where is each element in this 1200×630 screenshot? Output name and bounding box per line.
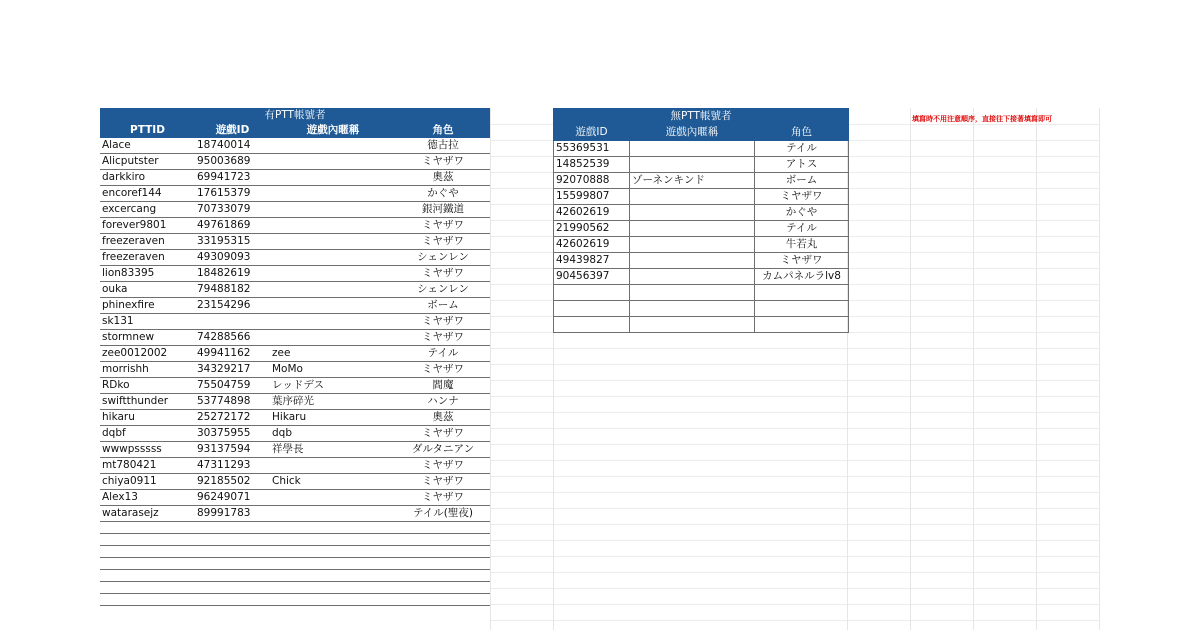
cell-character[interactable]: アトス	[755, 157, 849, 173]
cell-game-id[interactable]: 55369531	[554, 141, 630, 157]
cell-game-id[interactable]: 30375955	[195, 426, 270, 442]
cell-character[interactable]: ミヤザワ	[396, 218, 490, 234]
cell-character[interactable]: テイル	[396, 346, 490, 362]
cell-pttid[interactable]: lion83395	[100, 266, 195, 282]
grid-row-line	[490, 492, 1100, 493]
empty-cell[interactable]	[100, 522, 195, 534]
empty-cell[interactable]	[195, 582, 270, 594]
cell-nickname[interactable]	[630, 141, 755, 157]
empty-cell[interactable]	[396, 546, 490, 558]
cell-game-id[interactable]: 23154296	[195, 298, 270, 314]
grid-column-line	[910, 108, 911, 630]
table-row	[100, 186, 490, 202]
empty-cell[interactable]	[270, 534, 396, 546]
cell-nickname[interactable]: 祥學長	[270, 442, 396, 458]
grid-column-line	[973, 108, 974, 630]
empty-cell[interactable]	[396, 582, 490, 594]
cell-game-id[interactable]	[554, 317, 630, 333]
table-row	[100, 442, 490, 458]
cell-pttid[interactable]: darkkiro	[100, 170, 195, 186]
cell-character[interactable]: 牛若丸	[755, 237, 849, 253]
table-row	[100, 378, 490, 394]
table-row	[100, 474, 490, 490]
cell-pttid[interactable]: mt780421	[100, 458, 195, 474]
cell-pttid[interactable]: hikaru	[100, 410, 195, 426]
grid-row-line	[490, 508, 1100, 509]
grid-row-line	[490, 604, 1100, 605]
table-row	[100, 426, 490, 442]
cell-nickname[interactable]: zee	[270, 346, 396, 362]
cell-character[interactable]: かぐや	[396, 186, 490, 202]
cell-pttid[interactable]: Alicputster	[100, 154, 195, 170]
cell-nickname[interactable]: Chick	[270, 474, 396, 490]
ptt-account-table	[100, 108, 490, 606]
cell-nickname[interactable]: Hikaru	[270, 410, 396, 426]
table-row	[100, 218, 490, 234]
cell-nickname[interactable]	[630, 269, 755, 285]
cell-character[interactable]	[755, 301, 849, 317]
cell-game-id[interactable]	[554, 285, 630, 301]
table-row	[100, 202, 490, 218]
header-character[interactable]: 角色	[396, 123, 490, 138]
empty-cell[interactable]	[100, 534, 195, 546]
empty-row	[100, 522, 490, 534]
cell-game-id[interactable]: 89991783	[195, 506, 270, 522]
grid-row-line	[490, 444, 1100, 445]
empty-cell[interactable]	[195, 522, 270, 534]
grid-row-line	[490, 460, 1100, 461]
cell-game-id[interactable]: 90456397	[554, 269, 630, 285]
cell-game-id[interactable]: 93137594	[195, 442, 270, 458]
non-ptt-account-table	[553, 108, 849, 333]
cell-character[interactable]: ミヤザワ	[396, 474, 490, 490]
table-row	[100, 282, 490, 298]
instruction-note: 填寫時不用注意順序，直接往下接著填寫即可	[912, 115, 1052, 123]
empty-row	[100, 570, 490, 582]
cell-nickname[interactable]: レッドデス	[270, 378, 396, 394]
cell-nickname[interactable]: ゾーネンキンド	[630, 173, 755, 189]
cell-character[interactable]: 銀河鐵道	[396, 202, 490, 218]
table-row	[100, 394, 490, 410]
cell-pttid[interactable]: Alex13	[100, 490, 195, 506]
cell-nickname[interactable]	[270, 202, 396, 218]
cell-pttid[interactable]: dqbf	[100, 426, 195, 442]
cell-game-id[interactable]: 53774898	[195, 394, 270, 410]
header-game-id[interactable]: 遊戲ID	[554, 125, 630, 141]
cell-pttid[interactable]: sk131	[100, 314, 195, 330]
cell-character[interactable]: ミヤザワ	[396, 426, 490, 442]
cell-character[interactable]: ミヤザワ	[396, 266, 490, 282]
empty-cell[interactable]	[270, 582, 396, 594]
table-row	[100, 314, 490, 330]
cell-character[interactable]: ミヤザワ	[396, 458, 490, 474]
cell-pttid[interactable]: swiftthunder	[100, 394, 195, 410]
empty-row	[100, 558, 490, 570]
cell-game-id[interactable]: 18740014	[195, 138, 270, 154]
cell-character[interactable]: ミヤザワ	[396, 314, 490, 330]
cell-game-id[interactable]: 70733079	[195, 202, 270, 218]
cell-pttid[interactable]: chiya0911	[100, 474, 195, 490]
grid-row-line	[490, 556, 1100, 557]
cell-game-id[interactable]: 34329217	[195, 362, 270, 378]
table-row	[554, 237, 849, 253]
cell-pttid[interactable]: ouka	[100, 282, 195, 298]
empty-cell[interactable]	[100, 594, 195, 606]
cell-game-id[interactable]: 95003689	[195, 154, 270, 170]
cell-game-id[interactable]: 75504759	[195, 378, 270, 394]
table-row	[100, 154, 490, 170]
cell-nickname[interactable]	[270, 218, 396, 234]
cell-game-id[interactable]: 14852539	[554, 157, 630, 173]
table-row	[100, 346, 490, 362]
table-row	[100, 266, 490, 282]
cell-game-id[interactable]: 42602619	[554, 205, 630, 221]
cell-character[interactable]: シェンレン	[396, 282, 490, 298]
cell-nickname[interactable]	[270, 314, 396, 330]
table-row	[554, 205, 849, 221]
empty-row	[100, 594, 490, 606]
table-row	[100, 410, 490, 426]
table-row	[100, 298, 490, 314]
table-row	[100, 490, 490, 506]
grid-row-line	[490, 380, 1100, 381]
empty-cell[interactable]	[396, 558, 490, 570]
cell-character[interactable]: テイル(聖夜)	[396, 506, 490, 522]
cell-character[interactable]: テイル	[755, 141, 849, 157]
cell-character[interactable]: ハンナ	[396, 394, 490, 410]
table-row	[100, 138, 490, 154]
cell-pttid[interactable]: morrishh	[100, 362, 195, 378]
cell-nickname[interactable]	[630, 205, 755, 221]
table-row	[100, 330, 490, 346]
cell-game-id[interactable]: 49761869	[195, 218, 270, 234]
cell-character[interactable]: ミヤザワ	[396, 234, 490, 250]
cell-pttid[interactable]: forever9801	[100, 218, 195, 234]
table-row	[100, 506, 490, 522]
empty-cell[interactable]	[270, 594, 396, 606]
cell-nickname[interactable]	[270, 250, 396, 266]
grid-row-line	[490, 572, 1100, 573]
cell-nickname[interactable]	[630, 189, 755, 205]
table-row	[554, 141, 849, 157]
cell-character[interactable]: 奧茲	[396, 170, 490, 186]
empty-cell[interactable]	[100, 546, 195, 558]
cell-character[interactable]: カムパネルラlv8	[755, 269, 849, 285]
cell-pttid[interactable]: zee0012002	[100, 346, 195, 362]
empty-row	[100, 546, 490, 558]
grid-row-line	[490, 396, 1100, 397]
cell-character[interactable]: ミヤザワ	[396, 362, 490, 378]
ptt-table-body	[100, 138, 490, 606]
cell-nickname[interactable]: MoMo	[270, 362, 396, 378]
empty-cell[interactable]	[195, 546, 270, 558]
empty-cell[interactable]	[100, 582, 195, 594]
cell-character[interactable]: ミヤザワ	[755, 189, 849, 205]
cell-pttid[interactable]: phinexfire	[100, 298, 195, 314]
cell-nickname[interactable]	[270, 266, 396, 282]
empty-cell[interactable]	[396, 570, 490, 582]
cell-character[interactable]: ミヤザワ	[396, 330, 490, 346]
cell-nickname[interactable]	[630, 285, 755, 301]
empty-cell[interactable]	[195, 534, 270, 546]
cell-game-id[interactable]	[195, 314, 270, 330]
cell-nickname[interactable]	[270, 186, 396, 202]
cell-character[interactable]: ボーム	[755, 173, 849, 189]
grid-column-line	[490, 108, 491, 630]
grid-row-line	[490, 620, 1100, 621]
cell-game-id[interactable]: 17615379	[195, 186, 270, 202]
table-row	[554, 189, 849, 205]
cell-character[interactable]: ボーム	[396, 298, 490, 314]
cell-game-id[interactable]: 33195315	[195, 234, 270, 250]
cell-game-id[interactable]: 79488182	[195, 282, 270, 298]
cell-nickname[interactable]	[630, 301, 755, 317]
cell-nickname[interactable]	[270, 298, 396, 314]
cell-nickname[interactable]	[630, 221, 755, 237]
cell-nickname[interactable]	[270, 330, 396, 346]
grid-row-line	[490, 348, 1100, 349]
cell-character[interactable]: テイル	[755, 221, 849, 237]
grid-column-line	[1036, 108, 1037, 630]
cell-character[interactable]: 閻魔	[396, 378, 490, 394]
cell-game-id[interactable]: 49941162	[195, 346, 270, 362]
empty-row	[100, 582, 490, 594]
cell-game-id[interactable]: 74288566	[195, 330, 270, 346]
grid-row-line	[490, 476, 1100, 477]
cell-game-id[interactable]: 18482619	[195, 266, 270, 282]
table-row	[100, 458, 490, 474]
cell-character[interactable]: ミヤザワ	[396, 154, 490, 170]
cell-character[interactable]: ミヤザワ	[396, 490, 490, 506]
cell-game-id[interactable]: 92185502	[195, 474, 270, 490]
cell-game-id[interactable]: 47311293	[195, 458, 270, 474]
grid-row-line	[490, 364, 1100, 365]
cell-pttid[interactable]: freezeraven	[100, 234, 195, 250]
empty-cell[interactable]	[195, 594, 270, 606]
empty-cell[interactable]	[270, 558, 396, 570]
grid-row-line	[490, 428, 1100, 429]
cell-character[interactable]: 德古拉	[396, 138, 490, 154]
cell-nickname[interactable]	[270, 506, 396, 522]
cell-nickname[interactable]	[270, 138, 396, 154]
cell-pttid[interactable]: freezeraven	[100, 250, 195, 266]
cell-pttid[interactable]: excercang	[100, 202, 195, 218]
empty-row	[100, 534, 490, 546]
cell-nickname[interactable]	[630, 317, 755, 333]
header-nickname[interactable]: 遊戲內暱稱	[630, 125, 755, 141]
cell-pttid[interactable]: watarasejz	[100, 506, 195, 522]
empty-cell[interactable]	[195, 570, 270, 582]
grid-row-line	[490, 524, 1100, 525]
cell-pttid[interactable]: stormnew	[100, 330, 195, 346]
table-row	[554, 221, 849, 237]
cell-pttid[interactable]: encoref144	[100, 186, 195, 202]
table-row	[554, 253, 849, 269]
table-row	[100, 362, 490, 378]
table-row	[554, 301, 849, 317]
cell-character[interactable]	[755, 285, 849, 301]
cell-game-id[interactable]: 49439827	[554, 253, 630, 269]
empty-cell[interactable]	[100, 558, 195, 570]
cell-nickname[interactable]	[270, 282, 396, 298]
cell-nickname[interactable]	[630, 237, 755, 253]
table-row	[554, 173, 849, 189]
cell-game-id[interactable]: 15599807	[554, 189, 630, 205]
cell-nickname[interactable]	[270, 458, 396, 474]
table-row	[554, 317, 849, 333]
grid-row-line	[490, 588, 1100, 589]
cell-game-id[interactable]: 49309093	[195, 250, 270, 266]
empty-cell[interactable]	[270, 570, 396, 582]
ptt-table-title: 有PTT帳號者	[100, 108, 490, 123]
cell-nickname[interactable]	[270, 170, 396, 186]
cell-pttid[interactable]: Alace	[100, 138, 195, 154]
table-row	[554, 285, 849, 301]
header-game-id[interactable]: 遊戲ID	[195, 123, 270, 138]
cell-game-id[interactable]: 92070888	[554, 173, 630, 189]
empty-cell[interactable]	[270, 522, 396, 534]
cell-nickname[interactable]	[270, 234, 396, 250]
cell-nickname[interactable]	[630, 157, 755, 173]
cell-pttid[interactable]: RDko	[100, 378, 195, 394]
table-row	[100, 250, 490, 266]
cell-game-id[interactable]: 42602619	[554, 237, 630, 253]
cell-game-id[interactable]: 25272172	[195, 410, 270, 426]
cell-character[interactable]: ミヤザワ	[755, 253, 849, 269]
cell-nickname[interactable]	[630, 253, 755, 269]
grid-column-line	[1099, 108, 1100, 630]
cell-character[interactable]: かぐや	[755, 205, 849, 221]
non-ptt-table-title: 無PTT帳號者	[554, 109, 849, 125]
empty-cell[interactable]	[100, 570, 195, 582]
grid-row-line	[490, 540, 1100, 541]
cell-game-id[interactable]: 69941723	[195, 170, 270, 186]
cell-nickname[interactable]: dqb	[270, 426, 396, 442]
cell-nickname[interactable]: 葉序碎光	[270, 394, 396, 410]
table-row	[100, 170, 490, 186]
table-row	[100, 234, 490, 250]
cell-character[interactable]: ダルタニアン	[396, 442, 490, 458]
empty-cell[interactable]	[396, 594, 490, 606]
cell-pttid[interactable]: wwwpsssss	[100, 442, 195, 458]
grid-row-line	[490, 412, 1100, 413]
empty-cell[interactable]	[270, 546, 396, 558]
table-row	[554, 157, 849, 173]
cell-character[interactable]	[755, 317, 849, 333]
cell-character[interactable]: シェンレン	[396, 250, 490, 266]
header-pttid[interactable]: PTTID	[100, 123, 195, 138]
header-nickname[interactable]: 遊戲內暱稱	[270, 123, 396, 138]
cell-game-id[interactable]: 21990562	[554, 221, 630, 237]
empty-cell[interactable]	[396, 522, 490, 534]
non-ptt-table-body	[554, 141, 849, 333]
empty-cell[interactable]	[195, 558, 270, 570]
cell-nickname[interactable]	[270, 490, 396, 506]
empty-cell[interactable]	[396, 534, 490, 546]
cell-game-id[interactable]	[554, 301, 630, 317]
table-row	[554, 269, 849, 285]
cell-game-id[interactable]: 96249071	[195, 490, 270, 506]
cell-character[interactable]: 奧茲	[396, 410, 490, 426]
cell-nickname[interactable]	[270, 154, 396, 170]
header-character[interactable]: 角色	[755, 125, 849, 141]
